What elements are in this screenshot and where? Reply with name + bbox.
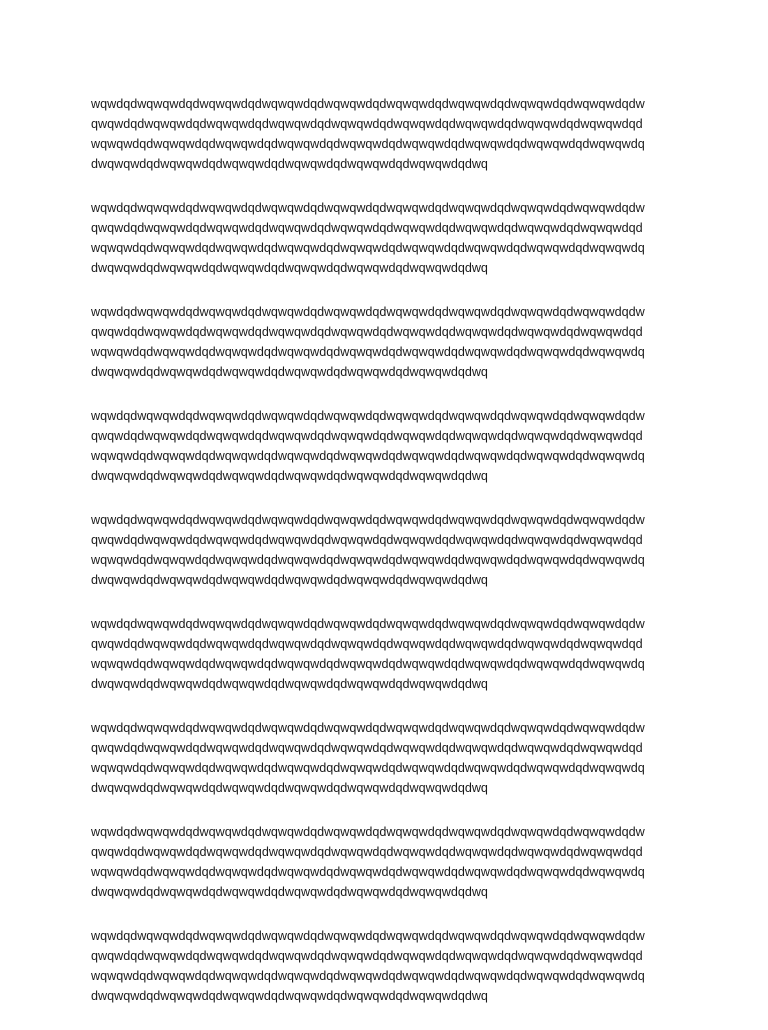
paragraph <box>91 718 691 798</box>
text-line: wqwdqdwqwqwdqdwqwqwdqdwqwqwdqdwqwqwdqdwqwqwdqdwqwqwdqdwqwqwdqdwqwqwdqdw <box>91 721 645 735</box>
text-line: wqwqwdqdwqwqwdqdwqwqwdqdwqwqwdqdwqwqwdqdwqwqwdqdwqwqwdqdwqwqwdqdwqwqwdq <box>91 865 645 879</box>
text-line: qwqwdqdwqwqwdqdwqwqwdqdwqwqwdqdwqwqwdqdwqwqwdqdwqwqwdqdwqwqwdqdwqwqwdqd <box>91 741 643 755</box>
text-line: wqwdqdwqwqwdqdwqwqwdqdwqwqwdqdwqwqwdqdwqwqwdqdwqwqwdqdwqwqwdqdwqwqwdqdw <box>91 929 645 943</box>
document-body <box>91 94 691 1030</box>
paragraph <box>91 614 691 694</box>
paragraph <box>91 302 691 382</box>
text-line: dwqwqwdqdwqwqwdqdwqwqwdqdwqwqwdqdwqwqwdqdwqwqwdqdwq <box>91 677 488 691</box>
text-line: wqwqwdqdwqwqwdqdwqwqwdqdwqwqwdqdwqwqwdqdwqwqwdqdwqwqwdqdwqwqwdqdwqwqwdq <box>91 969 645 983</box>
text-line: dwqwqwdqdwqwqwdqdwqwqwdqdwqwqwdqdwqwqwdqdwqwqwdqdwq <box>91 989 488 1003</box>
text-line: wqwdqdwqwqwdqdwqwqwdqdwqwqwdqdwqwqwdqdwqwqwdqdwqwqwdqdwqwqwdqdwqwqwdqdw <box>91 513 645 527</box>
text-line: wqwdqdwqwqwdqdwqwqwdqdwqwqwdqdwqwqwdqdwqwqwdqdwqwqwdqdwqwqwdqdwqwqwdqdw <box>91 305 645 319</box>
text-line: dwqwqwdqdwqwqwdqdwqwqwdqdwqwqwdqdwqwqwdqdwqwqwdqdwq <box>91 885 488 899</box>
text-line: wqwqwdqdwqwqwdqdwqwqwdqdwqwqwdqdwqwqwdqdwqwqwdqdwqwqwdqdwqwqwdqdwqwqwdq <box>91 553 645 567</box>
text-line: dwqwqwdqdwqwqwdqdwqwqwdqdwqwqwdqdwqwqwdqdwqwqwdqdwq <box>91 365 488 379</box>
paragraph <box>91 198 691 278</box>
text-line: dwqwqwdqdwqwqwdqdwqwqwdqdwqwqwdqdwqwqwdqdwqwqwdqdwq <box>91 157 488 171</box>
text-line: wqwqwdqdwqwqwdqdwqwqwdqdwqwqwdqdwqwqwdqdwqwqwdqdwqwqwdqdwqwqwdqdwqwqwdq <box>91 449 645 463</box>
text-line: qwqwdqdwqwqwdqdwqwqwdqdwqwqwdqdwqwqwdqdwqwqwdqdwqwqwdqdwqwqwdqdwqwqwdqd <box>91 533 643 547</box>
text-line: wqwqwdqdwqwqwdqdwqwqwdqdwqwqwdqdwqwqwdqdwqwqwdqdwqwqwdqdwqwqwdqdwqwqwdq <box>91 761 645 775</box>
text-line: qwqwdqdwqwqwdqdwqwqwdqdwqwqwdqdwqwqwdqdwqwqwdqdwqwqwdqdwqwqwdqdwqwqwdqd <box>91 429 643 443</box>
text-line: wqwqwdqdwqwqwdqdwqwqwdqdwqwqwdqdwqwqwdqdwqwqwdqdwqwqwdqdwqwqwdqdwqwqwdq <box>91 345 645 359</box>
text-line: wqwdqdwqwqwdqdwqwqwdqdwqwqwdqdwqwqwdqdwqwqwdqdwqwqwdqdwqwqwdqdwqwqwdqdw <box>91 201 645 215</box>
text-line: wqwdqdwqwqwdqdwqwqwdqdwqwqwdqdwqwqwdqdwqwqwdqdwqwqwdqdwqwqwdqdwqwqwdqdw <box>91 617 645 631</box>
paragraph <box>91 926 691 1006</box>
text-line: dwqwqwdqdwqwqwdqdwqwqwdqdwqwqwdqdwqwqwdqdwqwqwdqdwq <box>91 573 488 587</box>
text-line: wqwdqdwqwqwdqdwqwqwdqdwqwqwdqdwqwqwdqdwqwqwdqdwqwqwdqdwqwqwdqdwqwqwdqdw <box>91 825 645 839</box>
paragraph <box>91 94 691 174</box>
text-line: qwqwdqdwqwqwdqdwqwqwdqdwqwqwdqdwqwqwdqdwqwqwdqdwqwqwdqdwqwqwdqdwqwqwdqd <box>91 117 643 131</box>
paragraph <box>91 510 691 590</box>
paragraph <box>91 822 691 902</box>
text-line: wqwqwdqdwqwqwdqdwqwqwdqdwqwqwdqdwqwqwdqdwqwqwdqdwqwqwdqdwqwqwdqdwqwqwdq <box>91 241 645 255</box>
text-line: qwqwdqdwqwqwdqdwqwqwdqdwqwqwdqdwqwqwdqdwqwqwdqdwqwqwdqdwqwqwdqdwqwqwdqd <box>91 949 643 963</box>
text-line: wqwqwdqdwqwqwdqdwqwqwdqdwqwqwdqdwqwqwdqdwqwqwdqdwqwqwdqdwqwqwdqdwqwqwdq <box>91 657 645 671</box>
text-line: wqwdqdwqwqwdqdwqwqwdqdwqwqwdqdwqwqwdqdwqwqwdqdwqwqwdqdwqwqwdqdwqwqwdqdw <box>91 409 645 423</box>
text-line: qwqwdqdwqwqwdqdwqwqwdqdwqwqwdqdwqwqwdqdwqwqwdqdwqwqwdqdwqwqwdqdwqwqwdqd <box>91 845 643 859</box>
text-line: qwqwdqdwqwqwdqdwqwqwdqdwqwqwdqdwqwqwdqdwqwqwdqdwqwqwdqdwqwqwdqdwqwqwdqd <box>91 221 643 235</box>
text-line: wqwdqdwqwqwdqdwqwqwdqdwqwqwdqdwqwqwdqdwqwqwdqdwqwqwdqdwqwqwdqdwqwqwdqdw <box>91 97 645 111</box>
text-line: qwqwdqdwqwqwdqdwqwqwdqdwqwqwdqdwqwqwdqdwqwqwdqdwqwqwdqdwqwqwdqdwqwqwdqd <box>91 325 643 339</box>
text-line: dwqwqwdqdwqwqwdqdwqwqwdqdwqwqwdqdwqwqwdqdwqwqwdqdwq <box>91 261 488 275</box>
paragraph <box>91 406 691 486</box>
text-line: qwqwdqdwqwqwdqdwqwqwdqdwqwqwdqdwqwqwdqdwqwqwdqdwqwqwdqdwqwqwdqdwqwqwdqd <box>91 637 643 651</box>
text-line: dwqwqwdqdwqwqwdqdwqwqwdqdwqwqwdqdwqwqwdqdwqwqwdqdwq <box>91 469 488 483</box>
text-line: wqwqwdqdwqwqwdqdwqwqwdqdwqwqwdqdwqwqwdqdwqwqwdqdwqwqwdqdwqwqwdqdwqwqwdq <box>91 137 645 151</box>
text-line: dwqwqwdqdwqwqwdqdwqwqwdqdwqwqwdqdwqwqwdqdwqwqwdqdwq <box>91 781 488 795</box>
